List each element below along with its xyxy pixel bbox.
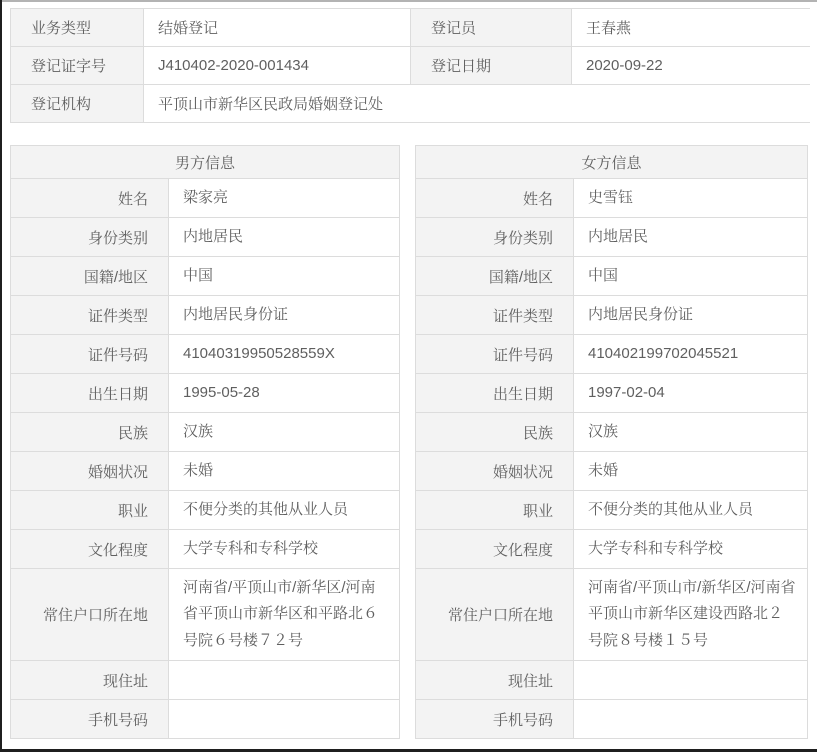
table-row (11, 568, 399, 660)
field-value (573, 661, 807, 699)
agency-label: 登记机构 (11, 85, 143, 122)
table-row (416, 699, 807, 738)
field-value: 汉族 (573, 413, 807, 451)
table-row (416, 256, 807, 295)
field-value: 河南省/平顶山市/新华区/河南省平顶山市新华区和平路北６号院６号楼７２号 (168, 569, 399, 660)
registration-row-business (11, 9, 809, 46)
field-value: 梁家亮 (168, 179, 399, 217)
field-value: 1995-05-28 (168, 374, 399, 412)
registration-summary-table (10, 8, 810, 123)
table-row (416, 490, 807, 529)
table-row (11, 451, 399, 490)
field-label: 身份类别 (416, 218, 573, 256)
table-row (11, 699, 399, 738)
field-value: 未婚 (573, 452, 807, 490)
field-label: 证件类型 (11, 296, 168, 334)
table-row (416, 178, 807, 217)
field-value (168, 700, 399, 738)
table-row (11, 412, 399, 451)
field-value: 汉族 (168, 413, 399, 451)
frame-top-edge (0, 0, 817, 2)
table-row (416, 295, 807, 334)
field-label: 证件类型 (416, 296, 573, 334)
certificate-no-label: 登记证字号 (11, 47, 143, 84)
field-label: 民族 (416, 413, 573, 451)
field-value: 中国 (168, 257, 399, 295)
field-label: 手机号码 (11, 700, 168, 738)
registration-date-value: 2020-09-22 (571, 47, 811, 84)
table-row (416, 451, 807, 490)
field-value: 内地居民 (573, 218, 807, 256)
field-value: 河南省/平顶山市/新华区/河南省平顶山市新华区建设西路北２号院８号楼１５号 (573, 569, 807, 660)
field-value: 史雪钰 (573, 179, 807, 217)
male-info-title: 男方信息 (11, 146, 399, 178)
table-row (416, 660, 807, 699)
field-value: 不便分类的其他从业人员 (168, 491, 399, 529)
registration-date-label: 登记日期 (410, 47, 571, 84)
field-label: 文化程度 (11, 530, 168, 568)
table-row (11, 490, 399, 529)
table-row (416, 334, 807, 373)
field-label: 职业 (416, 491, 573, 529)
field-label: 证件号码 (11, 335, 168, 373)
field-value: 内地居民身份证 (168, 296, 399, 334)
female-info-title: 女方信息 (416, 146, 807, 178)
male-info-table (10, 145, 400, 739)
field-label: 常住户口所在地 (11, 569, 168, 660)
registrar-label: 登记员 (410, 9, 571, 46)
registration-row-agency (11, 84, 809, 122)
certificate-no-value: J410402-2020-001434 (143, 47, 410, 84)
business-type-value: 结婚登记 (143, 9, 410, 46)
field-value: 内地居民身份证 (573, 296, 807, 334)
field-label: 手机号码 (416, 700, 573, 738)
field-label: 国籍/地区 (11, 257, 168, 295)
field-value: 1997-02-04 (573, 374, 807, 412)
field-label: 身份类别 (11, 218, 168, 256)
table-row (11, 295, 399, 334)
table-row (11, 660, 399, 699)
field-value (573, 700, 807, 738)
table-row (11, 178, 399, 217)
registrar-value: 王春燕 (571, 9, 811, 46)
field-label: 常住户口所在地 (416, 569, 573, 660)
field-value: 内地居民 (168, 218, 399, 256)
registration-row-certificate (11, 46, 809, 84)
field-value: 41040319950528559X (168, 335, 399, 373)
field-label: 证件号码 (416, 335, 573, 373)
table-row (11, 217, 399, 256)
field-value: 中国 (573, 257, 807, 295)
business-type-label: 业务类型 (11, 9, 143, 46)
table-row (416, 568, 807, 660)
table-row (11, 256, 399, 295)
table-row (11, 373, 399, 412)
table-row (416, 373, 807, 412)
field-label: 现住址 (416, 661, 573, 699)
table-row (416, 217, 807, 256)
field-label: 文化程度 (416, 530, 573, 568)
field-value: 大学专科和专科学校 (168, 530, 399, 568)
field-label: 民族 (11, 413, 168, 451)
field-value (168, 661, 399, 699)
field-value: 不便分类的其他从业人员 (573, 491, 807, 529)
field-label: 婚姻状况 (11, 452, 168, 490)
table-row (11, 334, 399, 373)
field-label: 出生日期 (416, 374, 573, 412)
table-row (416, 529, 807, 568)
field-label: 出生日期 (11, 374, 168, 412)
field-value: 410402199702045521 (573, 335, 807, 373)
field-label: 职业 (11, 491, 168, 529)
field-label: 国籍/地区 (416, 257, 573, 295)
person-info-section (10, 145, 808, 739)
field-label: 现住址 (11, 661, 168, 699)
field-label: 姓名 (416, 179, 573, 217)
field-label: 婚姻状况 (416, 452, 573, 490)
agency-value: 平顶山市新华区民政局婚姻登记处 (143, 85, 811, 122)
field-value: 未婚 (168, 452, 399, 490)
female-info-table (415, 145, 808, 739)
field-label: 姓名 (11, 179, 168, 217)
frame-left-edge (0, 0, 2, 752)
table-row (416, 412, 807, 451)
table-row (11, 529, 399, 568)
field-value: 大学专科和专科学校 (573, 530, 807, 568)
